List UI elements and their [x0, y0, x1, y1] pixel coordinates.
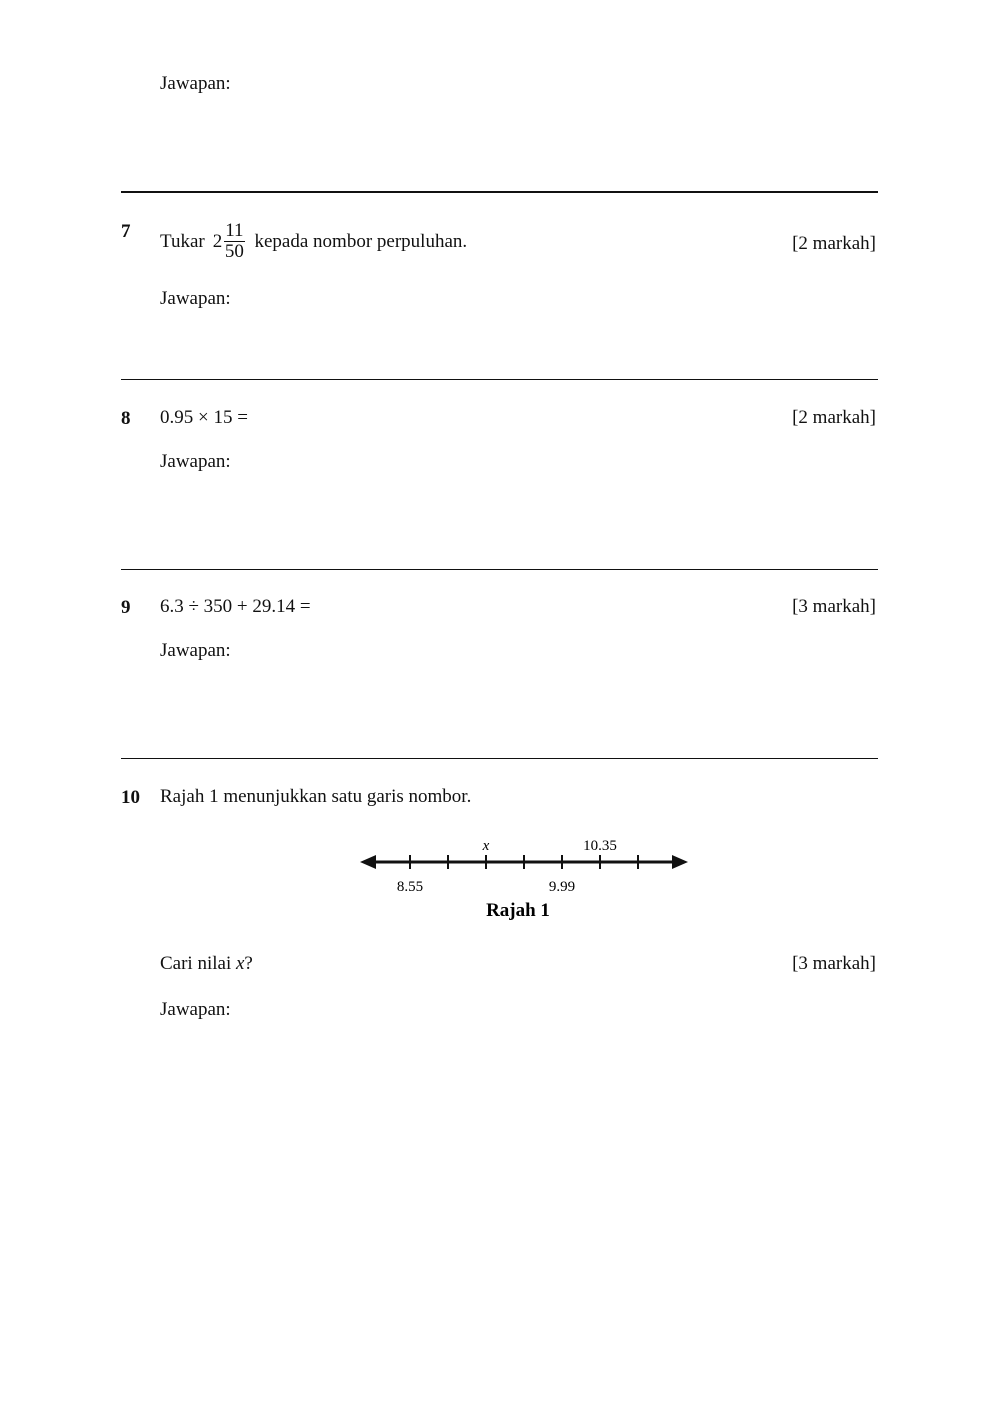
section-divider [121, 569, 878, 570]
q7-text-before: Tukar [160, 230, 205, 252]
question-text-8: 0.95 × 15 = [160, 407, 248, 428]
answer-label-q9: Jawapan: [160, 640, 231, 661]
label-9-99: 9.99 [548, 879, 576, 895]
question-number-10: 10 [121, 787, 140, 808]
section-divider [121, 379, 878, 380]
answer-label-q6: Jawapan: [160, 73, 231, 94]
marks-8: [2 markah] [792, 407, 876, 428]
label-10-35: 10.35 [583, 838, 617, 854]
number-line-figure [350, 830, 700, 930]
question-text-10: Rajah 1 menunjukkan satu garis nombor. [160, 786, 472, 807]
marks-7: [2 markah] [792, 233, 876, 254]
marks-10: [3 markah] [792, 953, 876, 974]
question-number-8: 8 [121, 408, 131, 429]
question-text-7 [160, 221, 467, 262]
figure-caption: Rajah 1 [486, 900, 550, 921]
section-divider [121, 191, 878, 193]
answer-label-q8: Jawapan: [160, 451, 231, 472]
q10-prompt-prefix: Cari nilai [160, 953, 232, 974]
q10-prompt-suffix: ? [244, 953, 253, 974]
left-arrow-icon [360, 855, 376, 869]
question-number-7: 7 [121, 221, 131, 242]
marks-9: [3 markah] [792, 596, 876, 617]
answer-label-q7: Jawapan: [160, 288, 231, 309]
label-x: x [482, 838, 490, 854]
question-text-9: 6.3 ÷ 350 + 29.14 = [160, 596, 311, 617]
q7-numerator: 11 [225, 220, 244, 241]
question-number-9: 9 [121, 597, 131, 618]
right-arrow-icon [672, 855, 688, 869]
answer-label-q10: Jawapan: [160, 999, 231, 1020]
section-divider [121, 758, 878, 759]
q7-mixed-whole: 2 [212, 230, 223, 252]
q7-text-after: kepada nombor perpuluhan. [254, 230, 468, 252]
question-prompt-10 [160, 953, 253, 975]
q7-denominator: 50 [224, 241, 244, 262]
q10-variable: x [235, 953, 245, 974]
label-8-55: 8.55 [396, 879, 424, 895]
q7-fraction [224, 221, 244, 262]
